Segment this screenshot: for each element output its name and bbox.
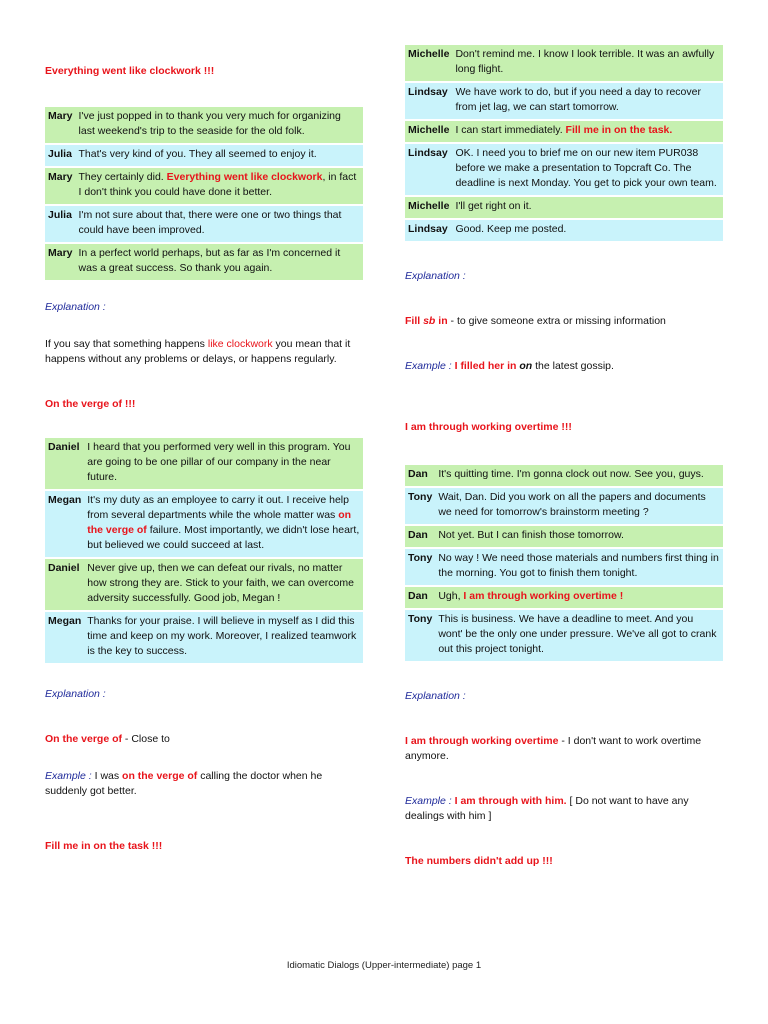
dialog-row bbox=[45, 107, 363, 143]
idiom-highlight: I am through working overtime ! bbox=[463, 590, 624, 602]
speaker-name: Michelle bbox=[405, 121, 452, 142]
idiom-highlight: on the verge of bbox=[87, 509, 352, 536]
dialog-text: I'm not sure about that, there were one or two things that could have been improved. bbox=[78, 209, 342, 236]
dialog-row bbox=[45, 244, 363, 280]
dialog-line bbox=[452, 83, 723, 119]
dialog-line bbox=[76, 206, 363, 242]
dialog-row bbox=[45, 206, 363, 242]
speaker-name: Mary bbox=[45, 168, 76, 204]
explanation-label: Explanation : bbox=[405, 270, 466, 282]
speaker-name: Mary bbox=[45, 107, 76, 143]
dialog-row bbox=[405, 220, 723, 241]
page-footer: Idiomatic Dialogs (Upper-intermediate) page 1 bbox=[286, 960, 482, 971]
dialog-line bbox=[435, 488, 723, 524]
dialog-row bbox=[405, 587, 723, 608]
example-text: Example : I filled her in on the latest gossip. bbox=[405, 360, 614, 372]
speaker-name: Lindsay bbox=[405, 144, 452, 195]
speaker-name: Mary bbox=[45, 244, 76, 280]
dialog-text: Ugh, bbox=[438, 590, 464, 602]
dialog-text: This is business. We have a deadline to meet. And you wont' be the only one under pressure. We've all got to crank out this project tonight. bbox=[438, 613, 717, 655]
dialog-text: Good. Keep me posted. bbox=[455, 223, 567, 235]
section-heading-numbers: The numbers didn't add up !!! bbox=[405, 855, 553, 867]
speaker-name: Michelle bbox=[405, 197, 452, 218]
dialog-text: Wait, Dan. Did you work on all the papers and documents we need for tomorrow's brainstorm meeting ? bbox=[438, 491, 706, 518]
speaker-name: Megan bbox=[45, 491, 84, 557]
speaker-name: Julia bbox=[45, 206, 76, 242]
dialog-row bbox=[45, 612, 363, 663]
dialog-row bbox=[45, 491, 363, 557]
dialog-line bbox=[76, 168, 363, 204]
dialog-line bbox=[84, 491, 363, 557]
left-column bbox=[45, 64, 363, 854]
definition-text: I am through working overtime - I don't want to work overtime anymore. bbox=[405, 735, 702, 762]
dialog-line bbox=[435, 610, 723, 661]
dialog-line bbox=[452, 144, 723, 195]
speaker-name: Tony bbox=[405, 610, 435, 661]
speaker-name: Lindsay bbox=[405, 220, 452, 241]
dialog-row bbox=[405, 465, 723, 486]
dialog-text: I've just popped in to thank you very much for organizing last weekend's trip to the seaside for the old folk. bbox=[78, 110, 341, 137]
dialog-text: In a perfect world perhaps, but as far as I'm concerned it was a great success. So thank you again. bbox=[78, 247, 341, 274]
dialog-text: Don't remind me. I know I look terrible. It was an awfully long flight. bbox=[455, 48, 715, 75]
example-text: Example : I was on the verge of calling the doctor when he suddenly got better. bbox=[45, 770, 323, 797]
dialog-text: failure. Most importantly, we didn't lose heart, but believed we could succeed at last. bbox=[87, 524, 360, 551]
example-text: Example : I am through with him. [ Do not want to have any dealings with him ] bbox=[405, 795, 689, 822]
dialog-text: OK. I need you to brief me on our new item PUR038 before we make a presentation to Topcraft Co. The deadline is next Monday. You get to pick your own team. bbox=[455, 147, 717, 189]
idiom-highlight: Fill me in on the task. bbox=[565, 124, 673, 136]
explanation-text: If you say that something happens like clockwork you mean that it happens without any problems or delays, or happens regularly. bbox=[45, 338, 351, 365]
dialog-text: It's quitting time. I'm gonna clock out now. See you, guys. bbox=[438, 468, 704, 480]
section-heading-verge: On the verge of !!! bbox=[45, 398, 136, 410]
dialog-line bbox=[452, 121, 723, 142]
dialog-text: , in fact I don't think you could have done it better. bbox=[78, 171, 357, 198]
dialog-line bbox=[435, 526, 723, 547]
dialog-text: We have work to do, but if you need a day to recover from jet lag, we can start tomorrow. bbox=[455, 86, 701, 113]
dialog-row bbox=[405, 549, 723, 585]
dialog-line bbox=[84, 612, 363, 663]
dialog-row bbox=[405, 144, 723, 195]
section-heading-fill-me-in: Fill me in on the task !!! bbox=[45, 840, 163, 852]
speaker-name: Dan bbox=[405, 587, 435, 608]
dialog-text: I heard that you performed very well in this program. You are going to be one pillar of our company in the near future. bbox=[87, 441, 351, 483]
dialog-row bbox=[405, 526, 723, 547]
section-heading-clockwork: Everything went like clockwork !!! bbox=[45, 65, 215, 77]
explanation-label: Explanation : bbox=[45, 301, 106, 313]
dialog-row bbox=[405, 83, 723, 119]
definition-text: Fill sb in - to give someone extra or missing information bbox=[405, 315, 666, 327]
dialog-line bbox=[452, 45, 723, 81]
dialog-verge bbox=[45, 436, 363, 665]
dialog-line bbox=[76, 145, 363, 166]
dialog-clockwork bbox=[45, 105, 363, 282]
dialog-overtime bbox=[405, 463, 723, 663]
speaker-name: Tony bbox=[405, 488, 435, 524]
speaker-name: Dan bbox=[405, 526, 435, 547]
dialog-row bbox=[405, 610, 723, 661]
right-column bbox=[405, 43, 723, 869]
dialog-row bbox=[45, 168, 363, 204]
speaker-name: Dan bbox=[405, 465, 435, 486]
speaker-name: Daniel bbox=[45, 559, 84, 610]
dialog-line bbox=[84, 559, 363, 610]
idiom-highlight: Everything went like clockwork bbox=[166, 171, 323, 183]
dialog-line bbox=[84, 438, 363, 489]
dialog-text: It's my duty as an employee to carry it out. I receive help from several departments while the whole matter was bbox=[87, 494, 349, 521]
definition-text: On the verge of - Close to bbox=[45, 733, 170, 745]
dialog-text: I can start immediately. bbox=[455, 124, 566, 136]
dialog-row bbox=[45, 438, 363, 489]
speaker-name: Megan bbox=[45, 612, 84, 663]
dialog-text: No way ! We need those materials and numbers first thing in the morning. You got to finish them tonight. bbox=[438, 552, 719, 579]
speaker-name: Tony bbox=[405, 549, 435, 585]
dialog-line bbox=[452, 197, 723, 218]
speaker-name: Michelle bbox=[405, 45, 452, 81]
dialog-text: Thanks for your praise. I will believe in myself as I did this time and keep on my work. Moreover, I realized teamwork is the key to success. bbox=[87, 615, 357, 657]
dialog-row bbox=[405, 45, 723, 81]
dialog-line bbox=[435, 549, 723, 585]
dialog-row bbox=[405, 488, 723, 524]
dialog-line bbox=[435, 465, 723, 486]
dialog-text: Not yet. But I can finish those tomorrow. bbox=[438, 529, 624, 541]
dialog-line bbox=[76, 244, 363, 280]
explanation-label: Explanation : bbox=[45, 688, 106, 700]
dialog-row bbox=[405, 121, 723, 142]
explanation-label: Explanation : bbox=[405, 690, 466, 702]
section-heading-overtime: I am through working overtime !!! bbox=[405, 421, 572, 433]
dialog-row bbox=[405, 197, 723, 218]
dialog-fill-me-in bbox=[405, 43, 723, 243]
dialog-line bbox=[452, 220, 723, 241]
dialog-row bbox=[45, 559, 363, 610]
dialog-line bbox=[435, 587, 723, 608]
dialog-text: They certainly did. bbox=[78, 171, 167, 183]
dialog-text: Never give up, then we can defeat our rivals, no matter how strong they are. Stick to your faith, we can overcome adversity successfully. Good job, Megan ! bbox=[87, 562, 354, 604]
speaker-name: Daniel bbox=[45, 438, 84, 489]
speaker-name: Lindsay bbox=[405, 83, 452, 119]
dialog-row bbox=[45, 145, 363, 166]
dialog-text: That's very kind of you. They all seemed to enjoy it. bbox=[78, 148, 317, 160]
speaker-name: Julia bbox=[45, 145, 76, 166]
dialog-text: I'll get right on it. bbox=[455, 200, 532, 212]
dialog-line bbox=[76, 107, 363, 143]
